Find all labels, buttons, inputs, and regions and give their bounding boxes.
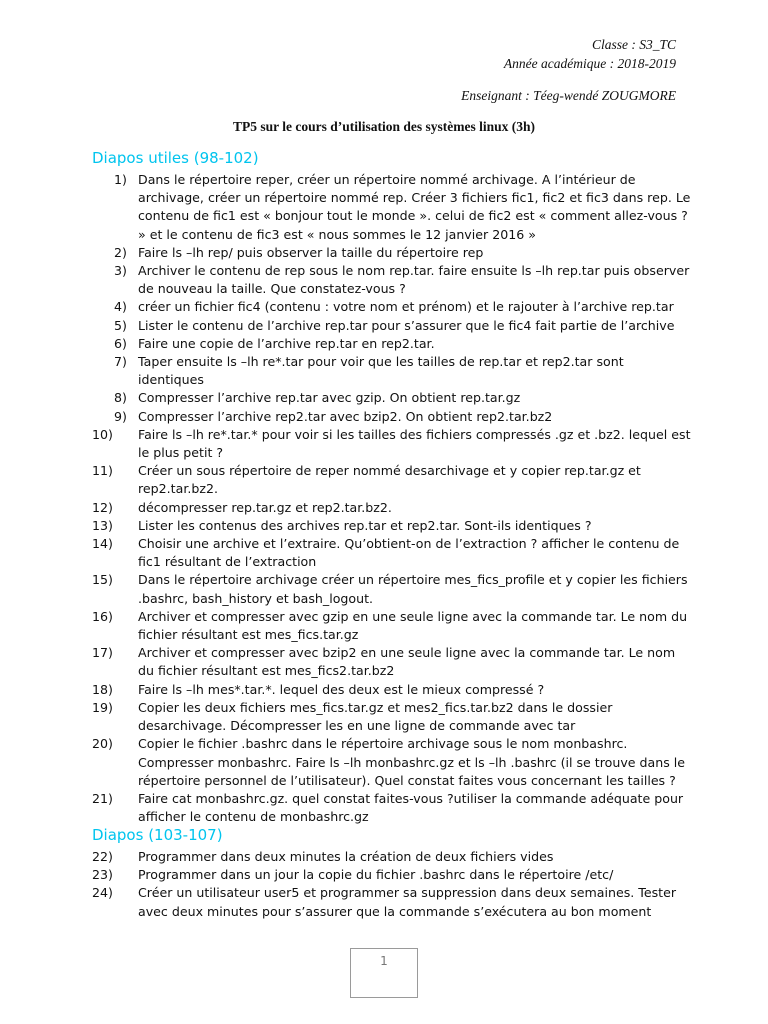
item-text: Archiver le contenu de rep sous le nom rep.tar. faire ensuite ls –lh rep.tar puis observer de nouveau la taille. Que constatez-vous ? bbox=[138, 263, 690, 297]
list-item bbox=[92, 848, 692, 866]
item-number: 24) bbox=[92, 885, 113, 901]
class-label: Classe : S3_TC bbox=[591, 37, 676, 52]
item-number: 21) bbox=[92, 790, 113, 806]
item-number: 19) bbox=[92, 699, 113, 715]
item-text: Faire cat monbashrc.gz. quel constat faites-vous ?utiliser la commande adéquate pour afficher le contenu de monbashrc.gz bbox=[138, 790, 684, 825]
item-text: Faire ls –lh re*.tar.* pour voir si les tailles des fichiers compressés .gz et .bz2. lequel est le plus petit ? bbox=[138, 426, 691, 461]
item-text: Programmer dans deux minutes la création de deux fichiers vides bbox=[138, 849, 554, 864]
list-item bbox=[92, 262, 692, 298]
item-text: Copier le fichier .bashrc dans le répertoire archivage sous le nom monbashrc. Compresser monbashrc. Faire ls –lh monbashrc.gz et ls –lh .bashrc (il se trouve dans le répertoire personnel de l’utilisateur). Quel constat faites vous concernant les tailles ? bbox=[138, 736, 686, 788]
item-number: 10) bbox=[92, 426, 113, 442]
academic-year: Année académique : 2018-2019 bbox=[503, 56, 676, 71]
item-text: Compresser l’archive rep.tar avec gzip. On obtient rep.tar.gz bbox=[138, 390, 521, 406]
item-number: 3) bbox=[114, 263, 127, 279]
item-text: Dans le répertoire reper, créer un répertoire nommé archivage. A l’intérieur de archivage, créer un répertoire nommé rep. Créer 3 fichiers fic1, fic2 et fic3 dans rep. Le contenu de fic1 est « bonjour tout le monde ». celui de fic2 est « comment allez-vous ? » et le contenu de fic3 est « nous sommes le 12 janvier 2016 » bbox=[138, 172, 691, 242]
item-number: 15) bbox=[92, 572, 113, 588]
item-text: Faire ls –lh rep/ puis observer la taille du répertoire rep bbox=[138, 244, 484, 260]
item-number: 20) bbox=[92, 736, 113, 752]
item-number: 4) bbox=[114, 299, 127, 315]
list-item bbox=[92, 353, 692, 389]
item-number: 17) bbox=[92, 645, 113, 661]
item-number: 5) bbox=[114, 317, 127, 333]
item-number: 9) bbox=[114, 408, 127, 424]
section-heading-1: Diapos utiles (98-102) bbox=[92, 149, 259, 167]
item-text: Archiver et compresser avec gzip en une seule ligne avec la commande tar. Le nom du fichier résultant est mes_fics.tar.gz bbox=[138, 608, 688, 643]
list-item bbox=[92, 535, 692, 571]
list-item bbox=[92, 681, 692, 699]
item-number: 12) bbox=[92, 499, 113, 515]
list-item bbox=[92, 171, 692, 244]
item-text: Choisir une archive et l’extraire. Qu’obtient-on de l’extraction ? afficher le contenu de fic1 résultant de l’extraction bbox=[138, 536, 680, 570]
item-text: Dans le répertoire archivage créer un répertoire mes_fics_profile et y copier les fichiers .bashrc, bash_history et bash_logout. bbox=[138, 572, 688, 606]
item-text: Taper ensuite ls –lh re*.tar pour voir que les tailles de rep.tar et rep2.tar sont identiques bbox=[138, 354, 624, 388]
item-number: 6) bbox=[114, 335, 127, 351]
item-text: Archiver et compresser avec bzip2 en une seule ligne avec la commande tar. Le nom du fichier résultant est mes_fics2.tar.bz2 bbox=[138, 645, 676, 679]
teacher-name: Enseignant : Téeg-wendé ZOUGMORE bbox=[461, 88, 676, 103]
list-item bbox=[92, 499, 692, 517]
item-number: 2) bbox=[114, 244, 127, 260]
item-number: 14) bbox=[92, 536, 113, 552]
exercise-list-2 bbox=[92, 848, 692, 921]
item-text: Copier les deux fichiers mes_fics.tar.gz et mes2_fics.tar.bz2 dans le dossier desarchivage. Décompresser les en une ligne de commande avec tar bbox=[138, 699, 613, 734]
item-text: Créer un utilisateur user5 et programmer sa suppression dans deux semaines. Tester avec deux minutes pour s’assurer que la commande s’exécutera au bon moment bbox=[138, 885, 677, 919]
section-heading-2: Diapos (103-107) bbox=[92, 826, 223, 844]
item-text: Compresser l’archive rep2.tar avec bzip2. On obtient rep2.tar.bz2 bbox=[138, 408, 553, 424]
page-number-box bbox=[350, 948, 418, 998]
list-item bbox=[92, 699, 692, 735]
item-number: 16) bbox=[92, 608, 113, 624]
list-item bbox=[92, 735, 692, 790]
item-text: Faire ls –lh mes*.tar.*. lequel des deux est le mieux compressé ? bbox=[138, 681, 545, 697]
list-item bbox=[92, 426, 692, 462]
list-item bbox=[92, 790, 692, 826]
list-item bbox=[92, 608, 692, 644]
list-item bbox=[92, 408, 692, 426]
item-text: Programmer dans un jour la copie du fichier .bashrc dans le répertoire /etc/ bbox=[138, 867, 614, 883]
list-item bbox=[92, 884, 692, 920]
list-item bbox=[92, 571, 692, 607]
list-item bbox=[92, 866, 692, 884]
item-text: Créer un sous répertoire de reper nommé desarchivage et y copier rep.tar.gz et rep2.tar.bz2. bbox=[138, 463, 641, 497]
exercise-list-1 bbox=[92, 171, 692, 826]
item-text: créer un fichier fic4 (contenu : votre nom et prénom) et le rajouter à l’archive rep.tar bbox=[138, 299, 674, 315]
list-item bbox=[92, 389, 692, 407]
item-number: 8) bbox=[114, 390, 127, 406]
item-text: Faire une copie de l’archive rep.tar en rep2.tar. bbox=[138, 335, 435, 351]
list-item bbox=[92, 644, 692, 680]
list-item bbox=[92, 244, 692, 262]
item-text: Lister les contenus des archives rep.tar et rep2.tar. Sont-ils identiques ? bbox=[138, 517, 592, 533]
document-title: TP5 sur le cours d’utilisation des systèmes linux (3h) bbox=[232, 119, 536, 134]
item-number: 18) bbox=[92, 681, 113, 697]
item-number: 1) bbox=[114, 172, 127, 187]
item-number: 22) bbox=[92, 849, 113, 864]
item-number: 23) bbox=[92, 867, 113, 883]
item-text: décompresser rep.tar.gz et rep2.tar.bz2. bbox=[138, 499, 392, 515]
item-text: Lister le contenu de l’archive rep.tar pour s’assurer que le fic4 fait partie de l’archive bbox=[138, 317, 675, 333]
list-item bbox=[92, 317, 692, 335]
item-number: 11) bbox=[92, 463, 113, 479]
list-item bbox=[92, 462, 692, 498]
list-item bbox=[92, 298, 692, 316]
list-item bbox=[92, 517, 692, 535]
item-number: 7) bbox=[114, 354, 127, 370]
item-number: 13) bbox=[92, 517, 113, 533]
list-item bbox=[92, 335, 692, 353]
page-number: 1 bbox=[380, 954, 388, 968]
